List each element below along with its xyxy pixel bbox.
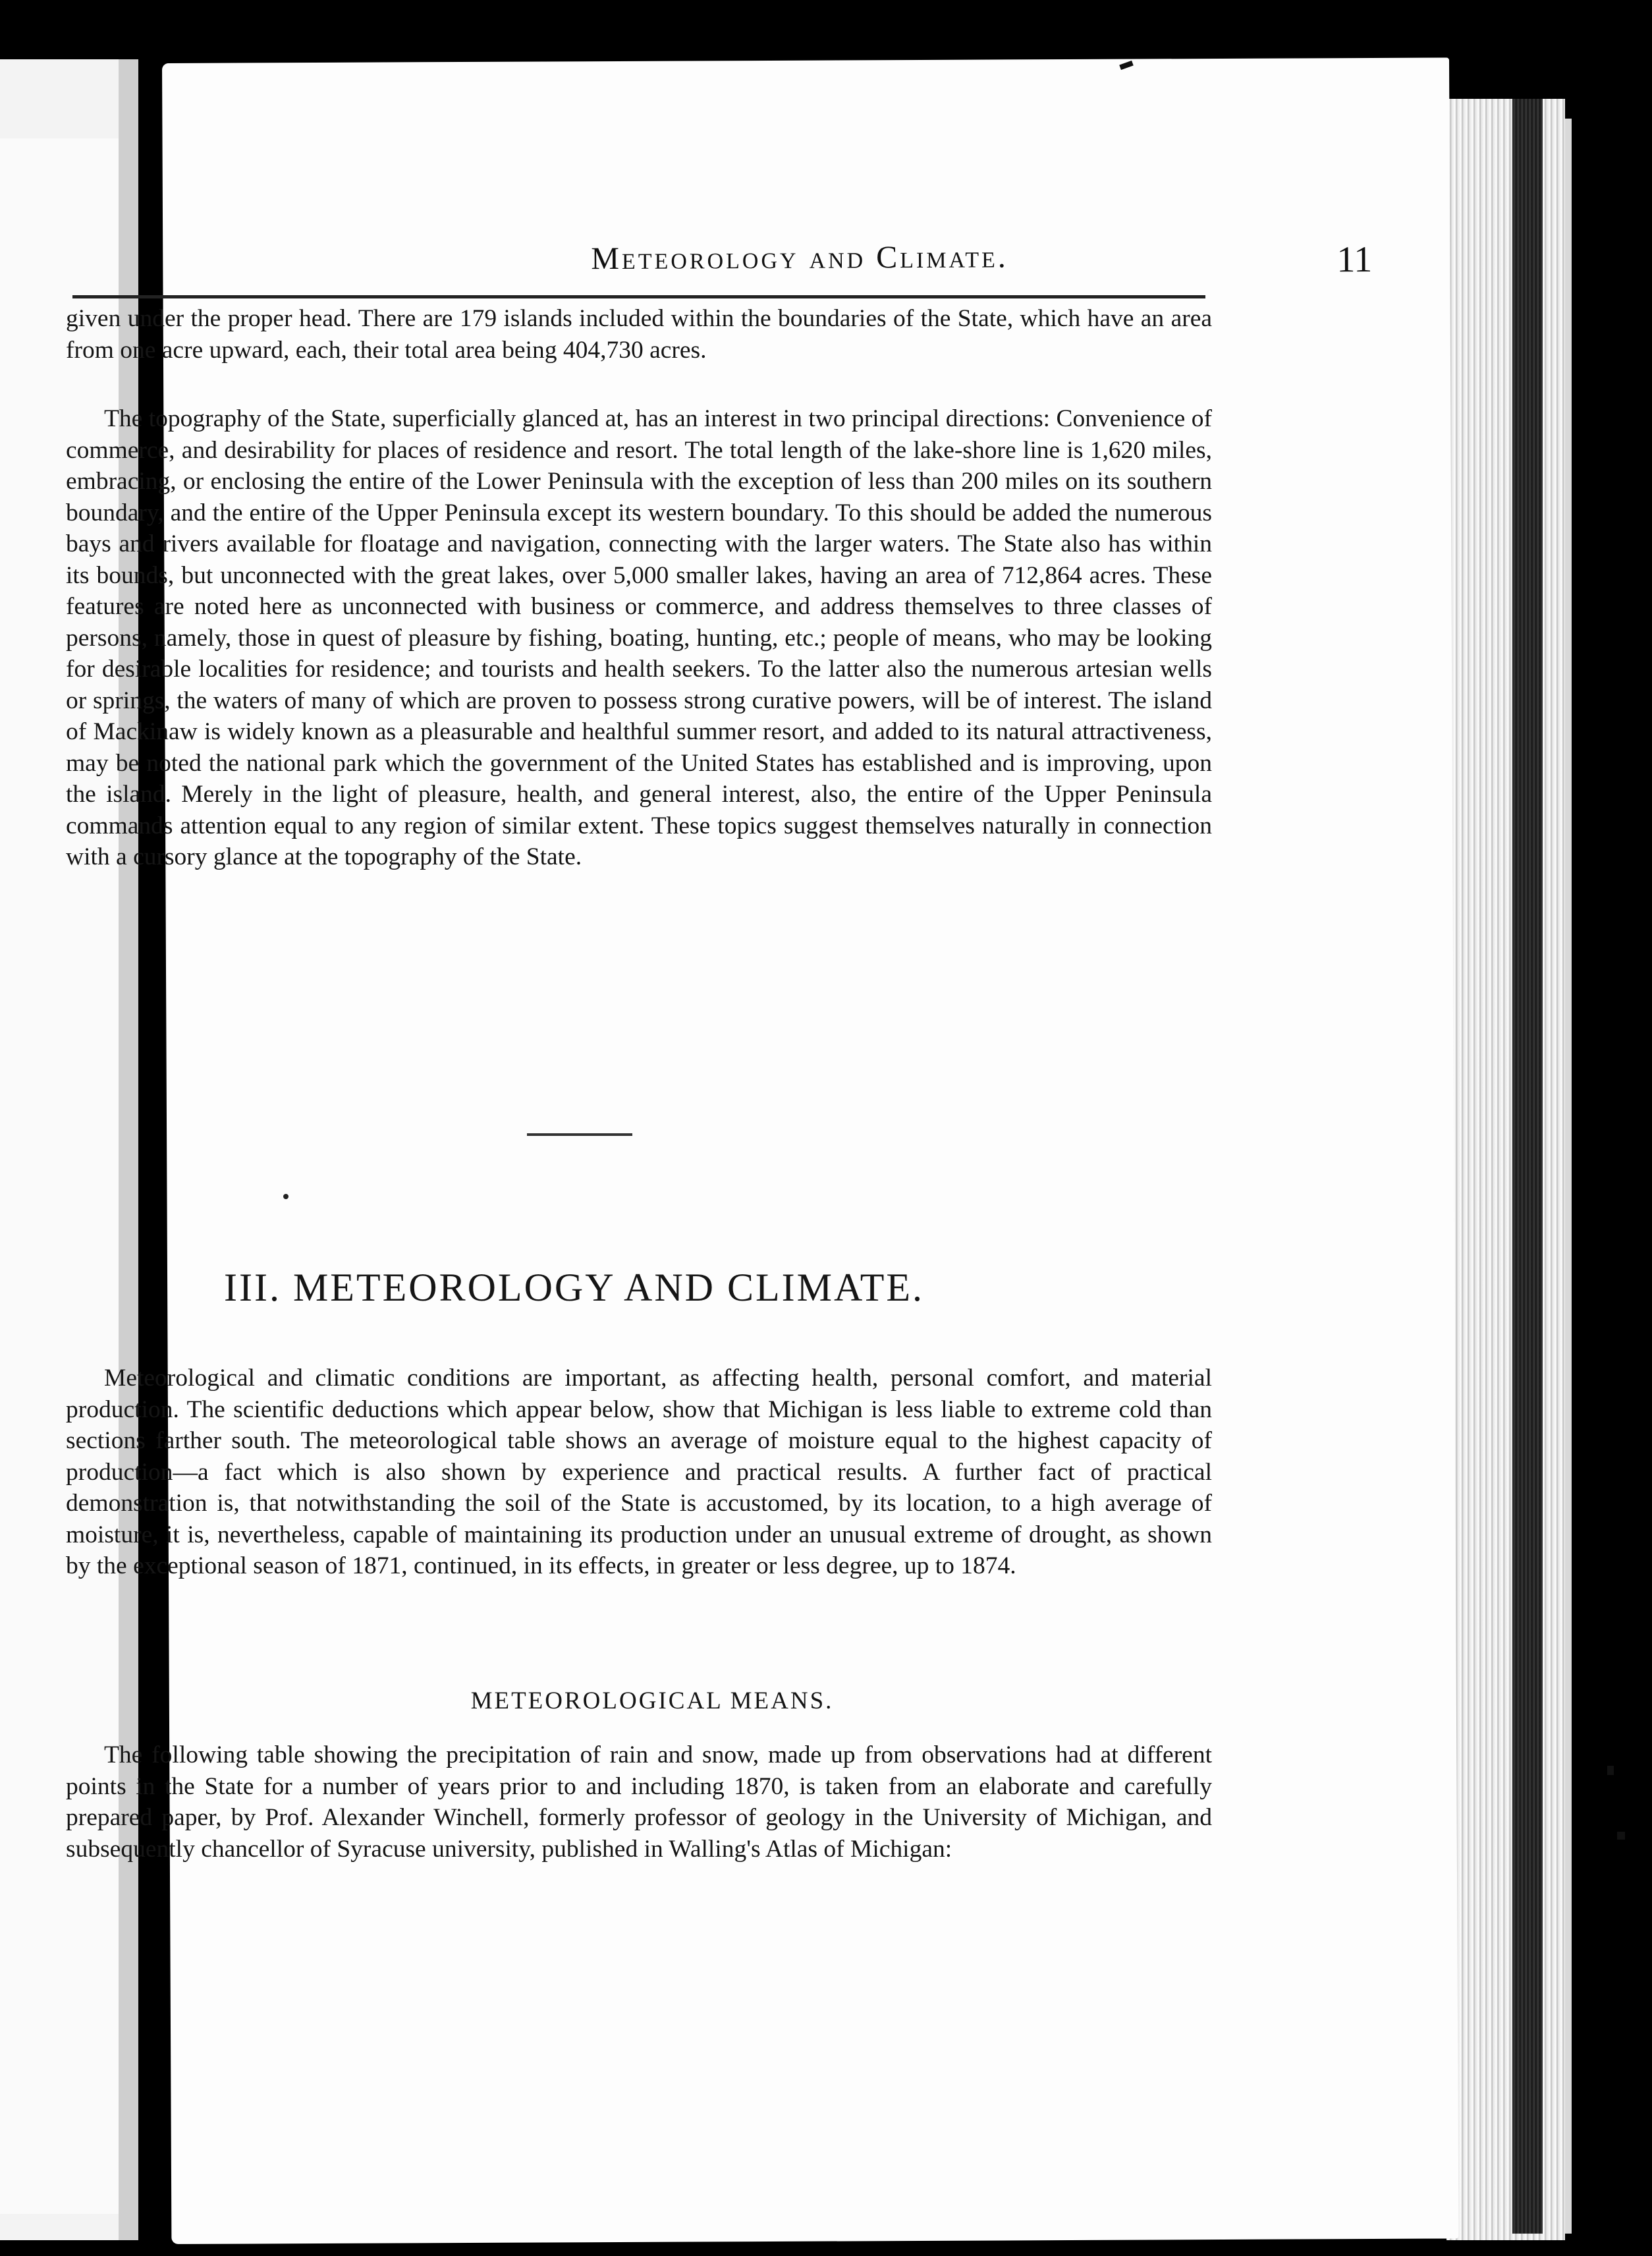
- running-head: Meteorology and Climate.: [591, 239, 1008, 277]
- paragraph-table-intro: The following table showing the precipitation of rain and snow, made up from observations had at different points in the State for a number of years prior to and including 1870, is taken from an elaborate and carefully prepared paper, by Prof. Alexander Winchell, formerly professor of geology in the University of Michigan, and subsequently chancellor of Syracuse university, published in Walling's Atlas of Michigan:: [66, 1741, 1212, 1863]
- page-number: 11: [1336, 239, 1373, 281]
- book-page: [162, 57, 1458, 2243]
- section-divider: [527, 1133, 632, 1136]
- page-block-shadow: [1512, 99, 1543, 2234]
- page-block-fore-edge: [1446, 99, 1565, 2240]
- subheading-meteorological-means: METEOROLOGICAL MEANS.: [470, 1687, 834, 1714]
- paragraph-topography: The topography of the State, superficially glanced at, has an interest in two principal directions: Convenience of commerce, and desirability for places of residence and resort. The total length of the lake-shore line is 1,620 miles, embracing, or enclosing the entire of the Lower Peninsula with the exception of less than 200 miles on its southern boundary, and the entire of the Upper Peninsula except its western boundary. To this should be added the numerous bays and rivers available for floatage and navigation, connecting with the larger waters. The State also has within its bounds, but unconnected with the great lakes, over 5,000 smaller lakes, having an area of 712,864 acres. These features are noted here as unconnected with business or commerce, and address themselves to three classes of persons, namely, those in quest of pleasure by fishing, boating, hunting, etc.; people of means, who may be looking for desirable localities for residence; and tourists and health seekers. To the latter also the numerous artesian wells or springs, the waters of many of which are proven to possess strong curative powers, will be of interest. The island of Mackinaw is widely known as a pleasurable and healthful summer resort, and added to its natural attractiveness, may be noted the national park which the government of the United States has established and is improving, upon the island. Merely in the light of pleasure, health, and general interest, also, the entire of the Upper Peninsula commands attention equal to any region of similar extent. These topics suggest themselves naturally in connection with a cursory glance at the topography of the State.: [66, 405, 1212, 870]
- header-rule: [72, 295, 1205, 298]
- ink-dot: [283, 1194, 289, 1199]
- section-title: III. METEOROLOGY AND CLIMATE.: [224, 1266, 924, 1309]
- paragraph-islands: given under the proper head. There are 179 islands included within the boundaries of the State, which have an area from one acre upward, each, their total area being 404,730 acres.: [66, 305, 1212, 364]
- gutter-shadow: [119, 59, 138, 2240]
- paragraph-conditions: Meteorological and climatic conditions are important, as affecting health, personal comfort, and material production. The scientific deductions which appear below, show that Michigan is less liable to extreme cold than sections farther south. The meteorological table shows an average of moisture equal to the highest capacity of production—a fact which is also shown by experience and practical results. A further fact of practical demonstration is, that notwithstanding the soil of the State is accustomed, by its location, to a high average of moisture, it is, nevertheless, capable of maintaining its production under an unusual extreme of drought, as shown by the exceptional season of 1871, continued, in its effects, in greater or less degree, up to 1874.: [66, 1365, 1212, 1579]
- speck: [1617, 1832, 1625, 1840]
- speck: [1607, 1766, 1614, 1775]
- page-block-edge: [1565, 119, 1572, 2234]
